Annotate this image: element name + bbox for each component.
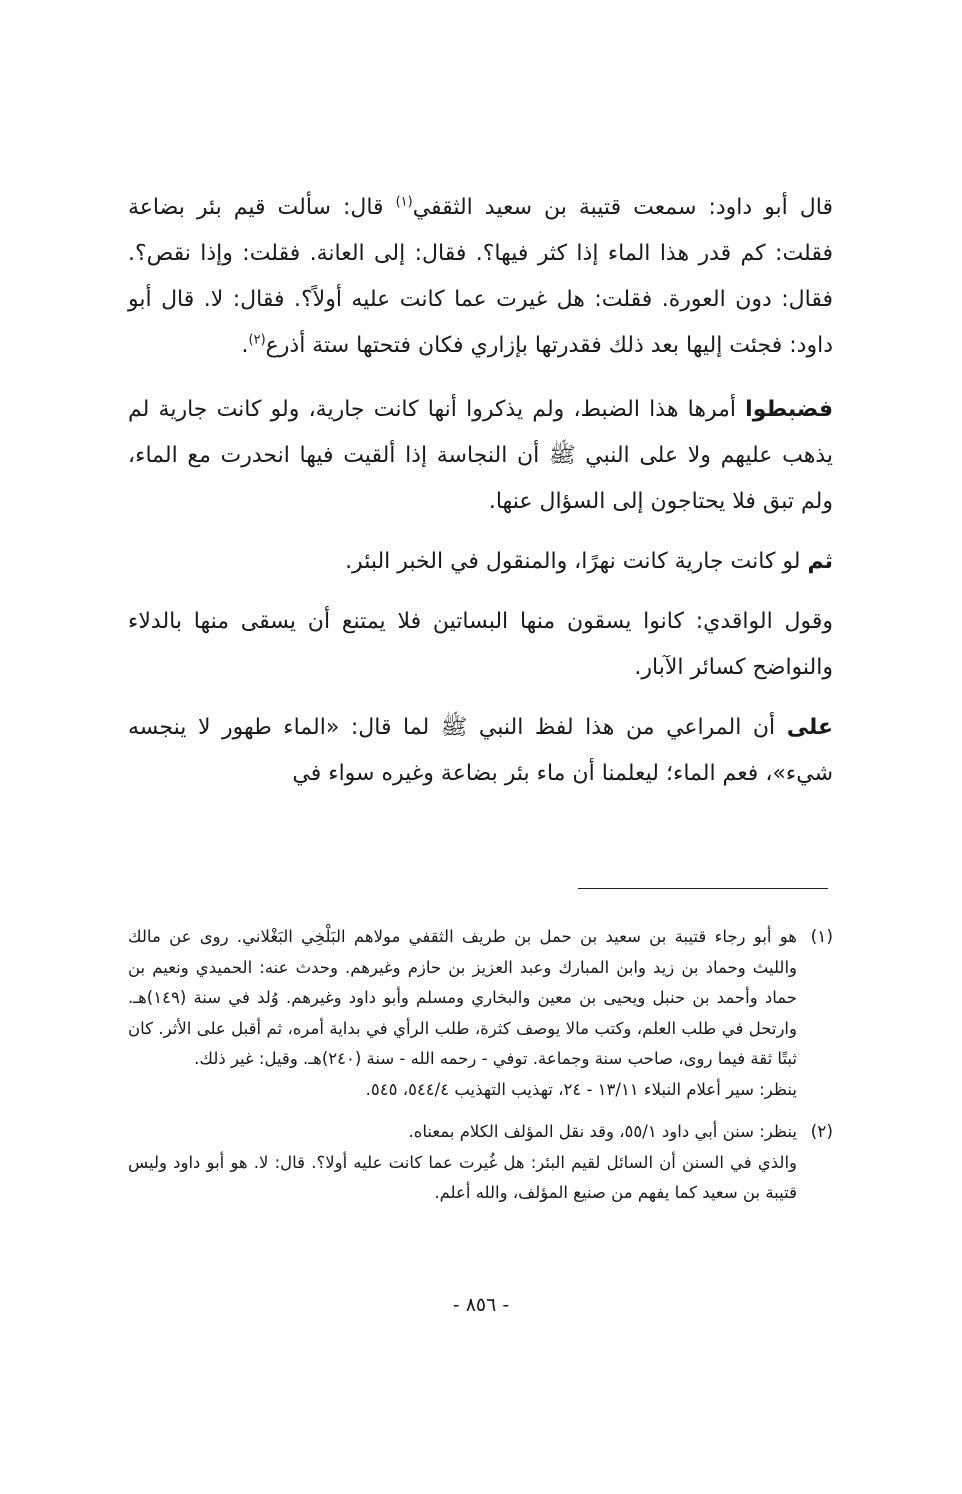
footnote-1 xyxy=(128,922,833,1105)
paragraph-4 xyxy=(128,599,833,691)
paragraph-1 xyxy=(128,185,833,369)
footnote-1-sources: ينظر: سير أعلام النبلاء ١٣/١١ - ٢٤، تهذيب التهذيب ٥٤٤/٤، ٥٤٥. xyxy=(365,1079,797,1099)
footnotes xyxy=(128,922,833,1221)
paragraph-2-text: أمرها هذا الضبط، ولم يذكروا أنها كانت جارية، ولو كانت جارية لم يذهب عليهم ولا على النبي ﷺ أن النجاسة إذا ألقيت فيها انحدرت مع الماء، ولم تبق فلا يحتاجون إلى السؤال عنها. xyxy=(128,397,833,514)
paragraph-5 xyxy=(128,705,833,797)
footnote-ref-1[interactable]: (١) xyxy=(395,194,413,210)
footnote-2-number: (٢) xyxy=(810,1122,833,1142)
main-text xyxy=(128,185,833,811)
footnote-1-number: (١) xyxy=(810,927,833,947)
paragraph-5-lead: على xyxy=(786,715,833,740)
footnote-2-body xyxy=(128,1117,797,1209)
footnote-2 xyxy=(128,1117,833,1209)
paragraph-1-text-b: قال: سألت قيم بئر بضاعة فقلت: كم قدر هذا الماء إذا كثر فيها؟. فقال: إلى العانة. فقلت: وإذا نقص؟. فقال: دون العورة. فقلت: هل غيرت عما كانت عليه أولاً؟. فقال: لا. قال أبو داود: فجئت إليها بعد ذلك فقدرتها بإزاري فكان فتحتها ستة أذرع xyxy=(128,195,833,358)
footnote-separator xyxy=(578,888,828,889)
paragraph-3-lead: ثم xyxy=(807,549,833,574)
footnote-1-bio: هو أبو رجاء قتيبة بن سعيد بن حمل بن طريف الثقفي مولاهم البَلْخِي البَغْلاني. روى عن مالك والليث وحماد بن زيد وابن المبارك وعبد العزيز بن حازم وغيرهم. وحدث عنه: الحميدي ونعيم بن حماد وأحمد بن حنبل ويحيى بن معين والبخاري ومسلم وأبو داود وغيرهم. وُلد في سنة (١٤٩)هـ. وارتحل في طلب العلم، وكتب مالا يوصف كثرة، طلب الرأي في بداية أمره، ثم أقبل على الأثر. كان ثبتًا ثقة فيما روى، صاحب سنة وجماعة. توفي - رحمه الله - سنة (٢٤٠)هـ. وقيل: غير ذلك. xyxy=(128,927,797,1068)
paragraph-4-text: وقول الواقدي: كانوا يسقون منها البساتين فلا يمتنع أن يسقى منها بالدلاء والنواضح كسائر الآبار. xyxy=(128,609,833,680)
page-number: - ٨٥٦ - xyxy=(452,1294,510,1316)
paragraph-1-text-a: قال أبو داود: سمعت قتيبة بن سعيد الثقفي xyxy=(412,195,833,220)
paragraph-3-text: لو كانت جارية كانت نهرًا، والمنقول في الخبر البئر. xyxy=(345,549,808,574)
paragraph-3 xyxy=(128,539,833,585)
paragraph-2 xyxy=(128,387,833,525)
paragraph-5-text: أن المراعي من هذا لفظ النبي ﷺ لما قال: «الماء طهور لا ينجسه شيء»، فعم الماء؛ ليعلمنا أن ماء بئر بضاعة وغيره سواء في xyxy=(128,715,833,786)
paragraph-1-text-c: . xyxy=(241,333,249,358)
footnote-ref-2[interactable]: (٢) xyxy=(248,332,266,348)
footnote-1-body xyxy=(128,922,797,1105)
footnote-2-source: ينظر: سنن أبي داود ٥٥/١، وقد نقل المؤلف الكلام بمعناه. xyxy=(408,1122,797,1141)
footnote-2-note: والذي في السنن أن السائل لقيم البئر: هل غُيرت عما كانت عليه أولا؟. قال: لا. هو أبو داود وليس قتيبة بن سعيد كما يفهم من صنيع المؤلف، والله أعلم. xyxy=(128,1152,797,1202)
paragraph-2-lead: فضبطوا xyxy=(745,397,833,422)
